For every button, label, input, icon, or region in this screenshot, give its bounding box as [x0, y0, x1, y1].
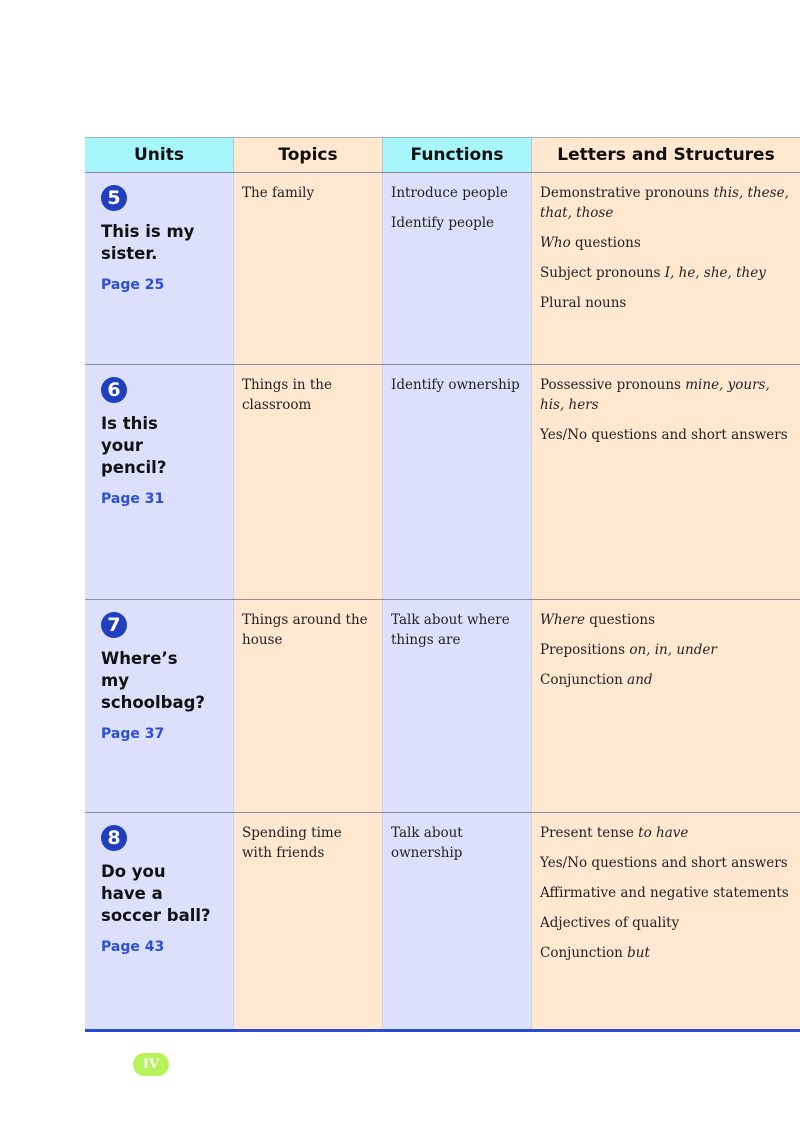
structure-item [540, 263, 794, 283]
topic-cell: Spending time with friends [234, 813, 383, 1031]
topic-cell: Things in the classroom [234, 365, 383, 599]
unit-number-badge: 6 [101, 377, 127, 403]
structure-text: Conjunction [540, 945, 628, 961]
structure-text: Plural nouns [540, 295, 627, 311]
header-topics: Topics [234, 138, 383, 172]
table-header [85, 137, 800, 172]
unit-page-link[interactable]: Page 43 [101, 939, 165, 955]
functions-cell [383, 173, 532, 364]
structure-text: Yes/No questions and short answers [540, 427, 788, 443]
structure-text-italic: I, he, she, they [664, 265, 766, 281]
structure-item [540, 943, 794, 963]
unit-cell [85, 813, 234, 1031]
function-item: Introduce people [391, 185, 508, 201]
structure-text-italic: Who [540, 235, 571, 251]
function-item: Talk about where things are [391, 612, 510, 648]
unit-page-link[interactable]: Page 25 [101, 277, 165, 293]
contents-table [85, 137, 800, 1031]
header-structures: Letters and Structures [532, 138, 800, 172]
structure-text: Yes/No questions and short answers [540, 855, 788, 871]
structure-text-italic: Where [540, 612, 586, 628]
structure-item [540, 233, 794, 253]
structure-item [540, 425, 794, 445]
unit-row [85, 364, 800, 599]
header-units: Units [85, 138, 234, 172]
unit-number-badge: 7 [101, 612, 127, 638]
unit-page-link[interactable]: Page 31 [101, 491, 165, 507]
unit-title: Do you have a soccer ball? [101, 862, 211, 925]
structure-text-italic: this, these, that, those [540, 185, 789, 221]
unit-row [85, 812, 800, 1031]
structures-cell [532, 173, 800, 364]
function-item: Identify ownership [391, 377, 520, 393]
structure-text: Prepositions [540, 642, 630, 658]
structure-text: Demonstrative pronouns [540, 185, 714, 201]
table-bottom-rule [85, 1029, 800, 1032]
structure-text: Possessive pronouns [540, 377, 686, 393]
structure-text: Adjectives of quality [540, 915, 680, 931]
structure-text: questions [585, 612, 656, 628]
functions-cell [383, 600, 532, 812]
unit-cell [85, 173, 234, 364]
unit-page-link[interactable]: Page 37 [101, 726, 165, 742]
structure-item [540, 375, 794, 415]
unit-number-badge: 5 [101, 185, 127, 211]
topic-cell: The family [234, 173, 383, 364]
unit-number-badge: 8 [101, 825, 127, 851]
unit-title: Is this your pencil? [101, 414, 167, 477]
unit-title: This is my sister. [101, 222, 195, 263]
structure-text-italic: and [627, 672, 653, 688]
structure-item [540, 883, 794, 903]
structure-item [540, 853, 794, 873]
function-item: Identify people [391, 215, 495, 231]
structure-item [540, 823, 794, 843]
functions-cell [383, 813, 532, 1031]
structure-text: Conjunction [540, 672, 628, 688]
header-functions: Functions [383, 138, 532, 172]
structure-item [540, 293, 794, 313]
structure-item [540, 640, 794, 660]
structure-text: Present tense [540, 825, 639, 841]
structure-text-italic: on, in, under [629, 642, 717, 658]
structure-text-italic: mine, yours, his, hers [540, 377, 770, 413]
function-item: Talk about ownership [391, 825, 463, 861]
structures-cell [532, 365, 800, 599]
unit-row [85, 599, 800, 812]
structures-cell [532, 600, 800, 812]
structure-item [540, 183, 794, 223]
structure-text: Affirmative and negative statements [540, 885, 789, 901]
functions-cell [383, 365, 532, 599]
unit-cell [85, 365, 234, 599]
unit-cell [85, 600, 234, 812]
structure-item [540, 670, 794, 690]
topic-cell: Things around the house [234, 600, 383, 812]
unit-row [85, 172, 800, 364]
structure-text-italic: to have [638, 825, 689, 841]
structures-cell [532, 813, 800, 1031]
structure-text: questions [570, 235, 641, 251]
page-number-badge: IV [133, 1053, 169, 1076]
unit-title: Where’s my schoolbag? [101, 649, 206, 712]
structure-item [540, 913, 794, 933]
structure-text: Subject pronouns [540, 265, 665, 281]
structure-item [540, 610, 794, 630]
structure-text-italic: but [627, 945, 650, 961]
